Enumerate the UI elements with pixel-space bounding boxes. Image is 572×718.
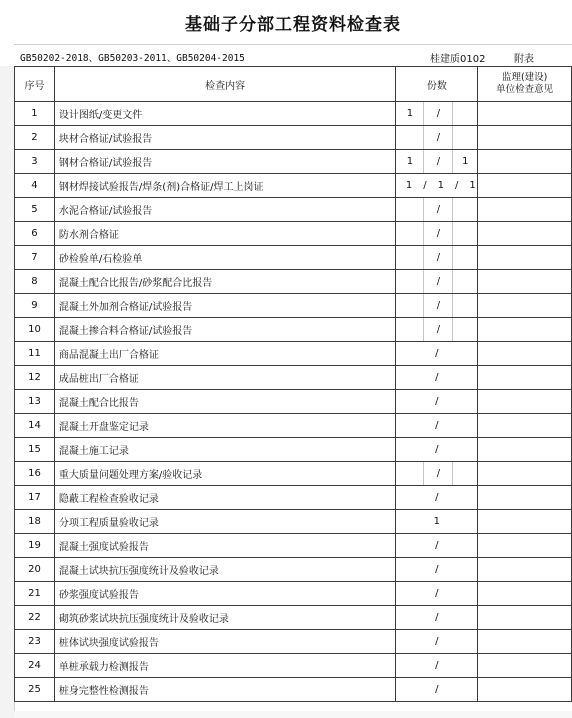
copies-value: / xyxy=(424,270,453,293)
check-item: 单桩承载力检测报告 xyxy=(54,654,395,678)
copies-cell[interactable] xyxy=(396,486,478,510)
copies-values xyxy=(396,246,477,269)
row-number: 20 xyxy=(15,558,55,582)
copies-values xyxy=(396,174,477,197)
opinion-cell[interactable] xyxy=(478,198,572,222)
opinion-cell[interactable] xyxy=(478,558,572,582)
opinion-cell[interactable] xyxy=(478,654,572,678)
copies-value xyxy=(453,198,477,221)
copies-value: / xyxy=(424,150,453,173)
opinion-cell[interactable] xyxy=(478,606,572,630)
opinion-cell[interactable] xyxy=(478,318,572,342)
opinion-cell[interactable] xyxy=(478,414,572,438)
copies-value: / xyxy=(435,348,439,359)
copies-cell[interactable] xyxy=(396,150,478,174)
table-row xyxy=(15,510,572,534)
attachment-label: 附表 xyxy=(514,54,534,65)
opinion-cell[interactable] xyxy=(478,678,572,702)
copies-value: 1 xyxy=(396,102,424,125)
copies-value: / xyxy=(435,396,439,407)
row-number: 3 xyxy=(15,150,55,174)
copies-cell[interactable] xyxy=(396,582,478,606)
copies-value: / xyxy=(435,564,439,575)
table-row xyxy=(15,558,572,582)
table-row xyxy=(15,534,572,558)
copies-cell[interactable] xyxy=(396,126,478,150)
table-row xyxy=(15,678,572,702)
copies-value: / xyxy=(435,492,439,503)
copies-value xyxy=(396,270,424,293)
copies-values xyxy=(396,654,477,677)
copies-value xyxy=(396,294,424,317)
copies-values xyxy=(396,558,477,581)
copies-value xyxy=(396,462,424,485)
copies-value: / xyxy=(435,540,439,551)
copies-cell[interactable] xyxy=(396,318,478,342)
copies-value xyxy=(453,246,477,269)
copies-values xyxy=(396,438,477,461)
copies-value: / xyxy=(424,318,453,341)
copies-cell[interactable] xyxy=(396,630,478,654)
table-header-row xyxy=(15,67,572,102)
check-item: 混凝土配合比报告/砂浆配合比报告 xyxy=(54,270,395,294)
copies-value: / xyxy=(435,420,439,431)
check-item: 混凝土掺合料合格证/试验报告 xyxy=(54,318,395,342)
row-number: 17 xyxy=(15,486,55,510)
copies-value xyxy=(453,102,477,125)
copies-cell[interactable] xyxy=(396,270,478,294)
copies-value: 1 xyxy=(462,156,469,167)
table-row xyxy=(15,486,572,510)
row-number: 15 xyxy=(15,438,55,462)
row-number: 4 xyxy=(15,174,55,198)
copies-value xyxy=(453,126,477,149)
copies-value: 1 xyxy=(433,516,441,527)
check-item: 重大质量问题处理方案/验收记录 xyxy=(54,462,395,486)
check-item: 混凝土开盘鉴定记录 xyxy=(54,414,395,438)
document-subheader xyxy=(14,44,572,67)
copies-cell[interactable] xyxy=(396,198,478,222)
header-opinion-text: 监理(建设) 单位检查意见 xyxy=(496,72,554,95)
copies-values xyxy=(396,126,477,149)
opinion-cell[interactable] xyxy=(478,102,572,126)
row-number: 11 xyxy=(15,342,55,366)
copies-value xyxy=(396,246,424,269)
copies-values xyxy=(396,534,477,557)
check-item: 成品桩出厂合格证 xyxy=(54,366,395,390)
opinion-cell[interactable] xyxy=(478,150,572,174)
check-item: 桩身完整性检测报告 xyxy=(54,678,395,702)
row-number: 14 xyxy=(15,414,55,438)
copies-value: 1 xyxy=(396,150,424,173)
check-item: 钢材焊接试验报告/焊条(剂)合格证/焊工上岗证 xyxy=(54,174,395,198)
row-number: 18 xyxy=(15,510,55,534)
copies-value xyxy=(453,462,477,485)
check-item: 混凝土强度试验报告 xyxy=(54,534,395,558)
copies-values xyxy=(396,606,477,629)
opinion-cell[interactable] xyxy=(478,294,572,318)
copies-cell[interactable] xyxy=(396,558,478,582)
copies-cell[interactable] xyxy=(396,678,478,702)
table-row xyxy=(15,438,572,462)
document-title: 基础子分部工程资料检查表 xyxy=(185,14,401,35)
copies-values xyxy=(396,462,477,485)
copies-values xyxy=(396,150,477,173)
check-item: 混凝土外加剂合格证/试验报告 xyxy=(54,294,395,318)
copies-cell[interactable] xyxy=(396,222,478,246)
check-item: 分项工程质量验收记录 xyxy=(54,510,395,534)
table-row xyxy=(15,126,572,150)
check-item: 防水剂合格证 xyxy=(54,222,395,246)
table-row xyxy=(15,102,572,126)
row-number: 19 xyxy=(15,534,55,558)
check-item: 块材合格证/试验报告 xyxy=(54,126,395,150)
opinion-cell[interactable] xyxy=(478,582,572,606)
copies-values xyxy=(396,294,477,317)
copies-value: 1 xyxy=(405,180,413,191)
copies-value: 1 xyxy=(437,180,444,191)
row-header-gutter xyxy=(0,66,15,718)
table-row xyxy=(15,654,572,678)
opinion-cell[interactable] xyxy=(478,630,572,654)
table-row xyxy=(15,390,572,414)
opinion-cell[interactable] xyxy=(478,534,572,558)
row-number: 8 xyxy=(15,270,55,294)
row-number: 12 xyxy=(15,366,55,390)
copies-values xyxy=(396,222,477,245)
copies-value: / xyxy=(424,198,453,221)
row-number: 6 xyxy=(15,222,55,246)
copies-values xyxy=(396,582,477,605)
copies-cell[interactable] xyxy=(396,342,478,366)
copies-value xyxy=(453,270,477,293)
check-item: 水泥合格证/试验报告 xyxy=(54,198,395,222)
opinion-cell[interactable] xyxy=(478,510,572,534)
copies-value: / xyxy=(424,246,453,269)
copies-cell[interactable] xyxy=(396,510,478,534)
copies-value xyxy=(396,222,424,245)
table-row xyxy=(15,342,572,366)
copies-cell[interactable] xyxy=(396,534,478,558)
opinion-cell[interactable] xyxy=(478,366,572,390)
copies-cell[interactable] xyxy=(396,414,478,438)
check-item: 商品混凝土出厂合格证 xyxy=(54,342,395,366)
row-number: 7 xyxy=(15,246,55,270)
copies-value: / xyxy=(424,222,453,245)
row-number: 25 xyxy=(15,678,55,702)
opinion-cell[interactable] xyxy=(478,174,572,198)
copies-values xyxy=(396,510,477,533)
check-item: 隐蔽工程检查验收记录 xyxy=(54,486,395,510)
table-row xyxy=(15,174,572,198)
check-item: 混凝土试块抗压强度统计及验收记录 xyxy=(54,558,395,582)
copies-value: / xyxy=(435,444,439,455)
standards-reference: GB50202-2018、GB50203-2011、GB50204-2015 xyxy=(20,53,245,64)
sheet-bottom-band xyxy=(14,711,572,718)
table-row xyxy=(15,198,572,222)
row-number: 23 xyxy=(15,630,55,654)
copies-values xyxy=(396,342,477,365)
copies-value: / xyxy=(423,180,427,191)
copies-value: / xyxy=(424,102,453,125)
row-number: 21 xyxy=(15,582,55,606)
copies-value: / xyxy=(435,612,439,623)
table-row xyxy=(15,606,572,630)
copies-value: / xyxy=(424,462,453,485)
copies-values xyxy=(396,366,477,389)
header-item: 检查内容 xyxy=(54,67,395,102)
row-number: 2 xyxy=(15,126,55,150)
table-row xyxy=(15,462,572,486)
row-number: 5 xyxy=(15,198,55,222)
opinion-cell[interactable] xyxy=(478,438,572,462)
copies-value: / xyxy=(435,684,439,695)
opinion-cell[interactable] xyxy=(478,246,572,270)
table-row xyxy=(15,294,572,318)
table-row xyxy=(15,414,572,438)
copies-cell[interactable] xyxy=(396,246,478,270)
table-row xyxy=(15,318,572,342)
copies-value xyxy=(453,294,477,317)
table-row xyxy=(15,630,572,654)
table-row xyxy=(15,150,572,174)
table-row xyxy=(15,246,572,270)
opinion-cell[interactable] xyxy=(478,390,572,414)
copies-cell[interactable] xyxy=(396,390,478,414)
inspection-table xyxy=(14,66,572,702)
table-row xyxy=(15,366,572,390)
form-code: 桂建质0102 xyxy=(430,54,486,65)
copies-values xyxy=(396,318,477,341)
copies-cell[interactable] xyxy=(396,174,478,198)
header-no: 序号 xyxy=(15,67,55,102)
row-number: 9 xyxy=(15,294,55,318)
row-number: 10 xyxy=(15,318,55,342)
copies-cell[interactable] xyxy=(396,294,478,318)
check-item: 砂检验单/石检验单 xyxy=(54,246,395,270)
opinion-cell[interactable] xyxy=(478,270,572,294)
copies-value xyxy=(453,222,477,245)
row-number: 22 xyxy=(15,606,55,630)
copies-cell[interactable] xyxy=(396,462,478,486)
table-row xyxy=(15,582,572,606)
check-item: 砂浆强度试验报告 xyxy=(54,582,395,606)
copies-values xyxy=(396,414,477,437)
copies-value xyxy=(396,318,424,341)
copies-cell[interactable] xyxy=(396,606,478,630)
check-item: 混凝土施工记录 xyxy=(54,438,395,462)
copies-value: / xyxy=(424,294,453,317)
copies-cell[interactable] xyxy=(396,654,478,678)
copies-value: / xyxy=(455,180,459,191)
row-number: 16 xyxy=(15,462,55,486)
copies-value xyxy=(396,198,424,221)
opinion-cell[interactable] xyxy=(478,126,572,150)
copies-values xyxy=(396,678,477,701)
opinion-cell[interactable] xyxy=(478,486,572,510)
copies-value: / xyxy=(424,126,453,149)
copies-values xyxy=(396,486,477,509)
row-number: 1 xyxy=(15,102,55,126)
check-item: 混凝土配合比报告 xyxy=(54,390,395,414)
row-number: 24 xyxy=(15,654,55,678)
copies-value: / xyxy=(435,588,439,599)
copies-value: / xyxy=(435,636,439,647)
copies-values xyxy=(396,198,477,221)
table-body xyxy=(15,102,572,702)
copies-cell[interactable] xyxy=(396,366,478,390)
copies-values xyxy=(396,102,477,125)
header-copies: 份数 xyxy=(396,67,478,102)
copies-value xyxy=(396,126,424,149)
check-item: 砌筑砂浆试块抗压强度统计及验收记录 xyxy=(54,606,395,630)
copies-values xyxy=(396,390,477,413)
copies-value: / xyxy=(435,372,439,383)
opinion-cell[interactable] xyxy=(478,222,572,246)
copies-value: 1 xyxy=(469,180,476,191)
copies-values xyxy=(396,270,477,293)
copies-value xyxy=(453,318,477,341)
check-item: 钢材合格证/试验报告 xyxy=(54,150,395,174)
table-row xyxy=(15,222,572,246)
copies-values xyxy=(396,630,477,653)
header-opinion xyxy=(478,67,572,102)
check-item: 设计图纸/变更文件 xyxy=(54,102,395,126)
copies-cell[interactable] xyxy=(396,102,478,126)
opinion-cell[interactable] xyxy=(478,462,572,486)
row-number: 13 xyxy=(15,390,55,414)
table-row xyxy=(15,270,572,294)
opinion-cell[interactable] xyxy=(478,342,572,366)
copies-cell[interactable] xyxy=(396,438,478,462)
copies-value: / xyxy=(435,660,439,671)
check-item: 桩体试块强度试验报告 xyxy=(54,630,395,654)
